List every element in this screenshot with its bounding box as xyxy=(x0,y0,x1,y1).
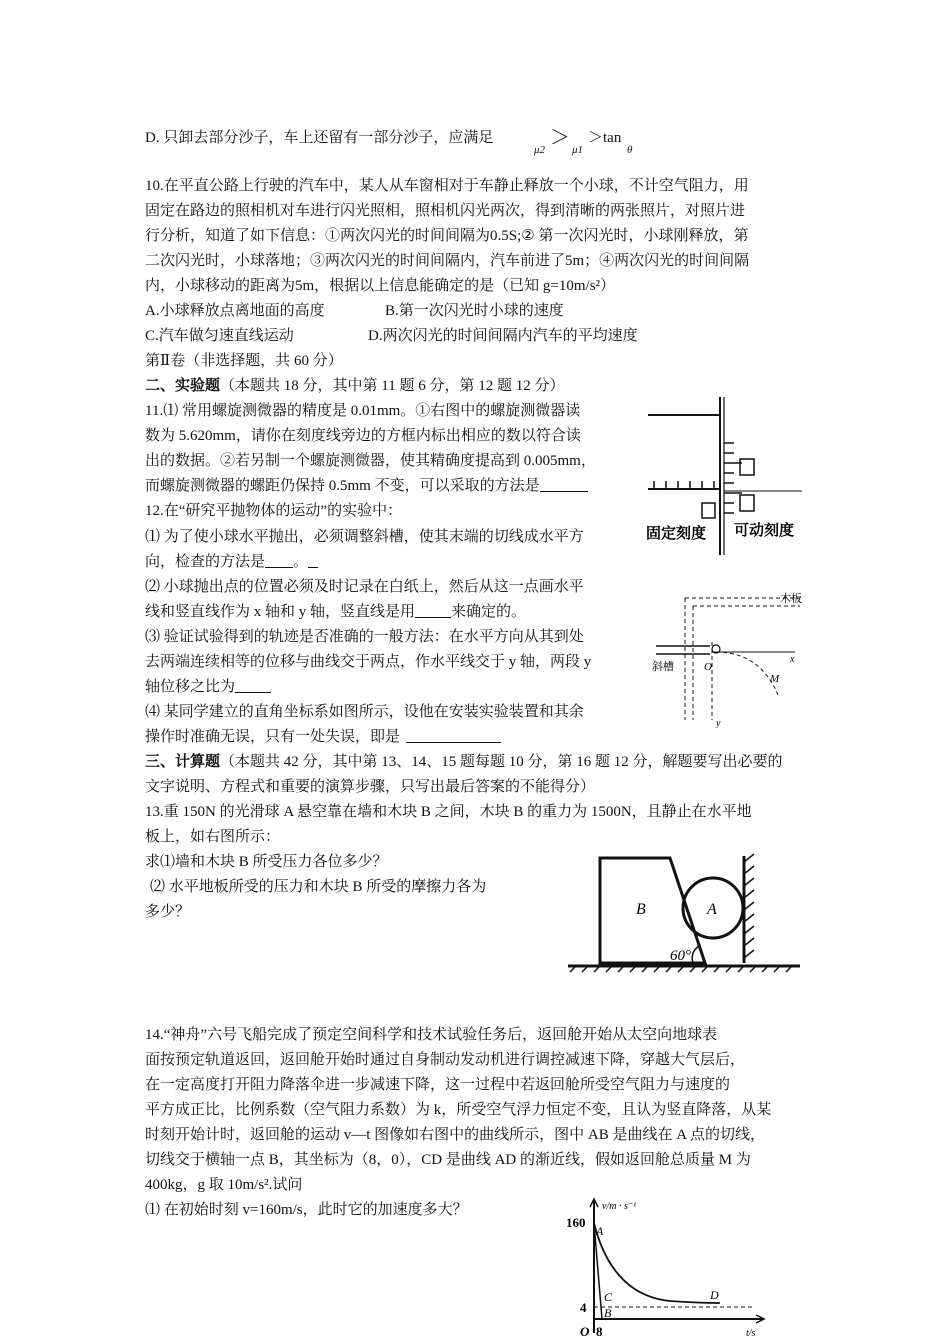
q13-line: 板上，如右图所示： xyxy=(145,829,281,845)
q12-p4-blank xyxy=(406,728,501,743)
point-d-label: D xyxy=(710,1288,719,1302)
section2-note: （本题共 18 分，其中第 11 题 6 分，第 12 题 12 分） xyxy=(220,378,565,394)
block-ball-figure xyxy=(560,848,805,998)
section3-title: 三、计算题 xyxy=(145,754,221,770)
q10-option-a: A.小球释放点离地面的高度 xyxy=(145,303,325,319)
q10-option-d: D.两次闪光的时间间隔内汽车的平均速度 xyxy=(368,328,638,344)
q10-line: 二次闪光时，小球落地；③两次闪光的时间间隔内，汽车前进了5m；④两次闪光的时间间隔 xyxy=(145,253,750,269)
ball-label: A xyxy=(707,901,717,918)
section2-heading xyxy=(145,376,564,396)
q13-line: ⑵ 水平地板所受的压力和木块 B 所受的摩擦力各为 xyxy=(150,879,487,895)
section2-title: 二、实验题 xyxy=(145,378,221,394)
micrometer-figure xyxy=(642,395,812,560)
q14-line: 14.“神舟”六号飞船完成了预定空间科学和技术试验任务后，返回舱开始从太空向地球表 xyxy=(145,1027,718,1043)
q12-p3a: ⑶ 验证试验得到的轨迹是否准确的一般方法：在水平方向从其到处 xyxy=(145,629,584,645)
q10-option-c: C.汽车做匀速直线运动 xyxy=(145,328,294,344)
option-d-line xyxy=(145,128,493,148)
q11-answer-blank xyxy=(540,477,588,492)
part2-heading: 第Ⅱ卷（非选择题，共 60 分） xyxy=(145,353,343,369)
chute-label: 斜槽 xyxy=(652,661,674,673)
mu1-symbol: μ1 xyxy=(572,144,584,156)
q11-line: 出的数据。②若另制一个螺旋测微器，使其精确度提高到 0.005mm， xyxy=(145,453,596,469)
q12-p3-blank xyxy=(235,678,271,693)
label-box-fixed xyxy=(702,503,715,518)
vt-y-label: v/m · s⁻¹ xyxy=(602,1201,637,1212)
q10-line: 行分析，知道了如下信息：①两次闪光的时间间隔为0.5S;② 第一次闪光时，小球刚释放，第 xyxy=(145,228,749,244)
x-axis-label: x xyxy=(790,654,795,665)
q10-option-b: B.第一次闪光时小球的速度 xyxy=(385,303,564,319)
q12-p2a: ⑵ 小球抛出点的位置必须及时记录在白纸上，然后从这一点画水平 xyxy=(145,579,584,595)
t-tick-label: 8 xyxy=(596,1324,603,1339)
point-b-label: B xyxy=(604,1306,612,1320)
q12-p1a: ⑴ 为了使小球水平抛出，必须调整斜槽，使其末端的切线成水平方 xyxy=(145,529,584,545)
angle-label: 60° xyxy=(670,948,691,964)
q12-p3b: 去两端连续相等的位移与曲线交于两点，作水平线交于 y 轴，两段 y xyxy=(145,654,592,670)
point-m-label: M xyxy=(770,673,780,685)
angle-arc xyxy=(692,946,699,963)
q10-line: 固定在路边的照相机对车进行闪光照相，照相机闪光两次，得到清晰的两张照片，对照片进 xyxy=(145,203,746,219)
q14-line: 400kg，g 取 10m/s².试问 xyxy=(145,1177,303,1193)
origin-label: O xyxy=(580,1324,590,1339)
q10-line: 10.在平直公路上行驶的汽车中，某人从车窗相对于车静止释放一个小球，不计空气阻力，用 xyxy=(145,178,749,194)
y-axis-label: y xyxy=(716,718,721,728)
theta-symbol: θ xyxy=(627,144,633,156)
q11-line: 11.⑴ 常用螺旋测微器的精度是 0.01mm。①右图中的螺旋测微器读 xyxy=(145,403,581,419)
q12-p4a: ⑷ 某同学建立的直角坐标系如图所示，设他在安装实验装置和其余 xyxy=(145,704,584,720)
block-label: B xyxy=(636,901,646,918)
q10-line: 内，小球移动的距离为5m，根据以上信息能确定的是（已知 g=10m/s²） xyxy=(145,278,616,294)
q14-part1: ⑴ 在初始时刻 v=160m/s，此时它的加速度多大？ xyxy=(145,1202,468,1218)
q14-line: 时刻开始计时，返回舱的运动 v—t 图像如右图中的曲线所示，图中 AB 是曲线在 A 点的切线， xyxy=(145,1127,766,1143)
q12-p1-blank xyxy=(265,553,293,568)
q12-p3c-line: 轴位移之比为 xyxy=(145,677,271,697)
section3-note-cont: 文字说明、方程式和重要的演算步骤，只写出最后答案的不能得分） xyxy=(145,779,596,795)
greater-tan-symbol: ＞tan xyxy=(588,130,622,146)
point-a-label: A xyxy=(596,1224,604,1238)
q12-p1b-line: 向，检查的方法是 。 xyxy=(145,552,318,572)
q13-line: 13.重 150N 的光滑球 A 悬空靠在墙和木块 B 之间，木块 B 的重力为 1500N，且静止在水平地 xyxy=(145,804,752,820)
q11-line: 数为 5.620mm，请你在刻度线旁边的方框内标出相应的数以符合读 xyxy=(145,428,581,444)
point-c-label: C xyxy=(604,1290,613,1304)
vt-x-label: t/s xyxy=(746,1328,756,1339)
q14-line: 平方成正比，比例系数（空气阻力系数）为 k，所受空气浮力恒定不变，且认为竖直降落，从某 xyxy=(145,1102,772,1118)
q12-title: 12.在“研究平抛物体的运动”的实验中： xyxy=(145,503,403,519)
trajectory-curve xyxy=(716,652,778,695)
q11-line-last: 而螺旋测微器的螺距仍保持 0.5mm 不变，可以采取的方法是 xyxy=(145,476,588,496)
origin-label: O xyxy=(704,661,712,673)
label-box-lower xyxy=(740,495,754,511)
q12-p2-blank xyxy=(415,603,451,618)
fixed-scale-label: 固定刻度 xyxy=(646,526,707,542)
v0-tick-label: 160 xyxy=(566,1215,586,1230)
mu2-symbol: μ2 xyxy=(534,144,546,156)
v1-tick-label: 4 xyxy=(580,1300,587,1315)
board-label: 木板 xyxy=(780,593,802,605)
greater-than-symbol: ＞ xyxy=(550,127,570,149)
movable-scale-label: 可动刻度 xyxy=(734,523,795,539)
label-box-upper xyxy=(740,459,754,475)
q14-line: 切线交于横轴一点 B，其坐标为（8，0），CD 是曲线 AD 的渐近线，假如返回舱总质量 M 为 xyxy=(145,1152,751,1168)
q12-p2b-line: 线和竖直线作为 x 轴和 y 轴，竖直线是用 来确定的。 xyxy=(145,604,527,620)
section3-heading xyxy=(145,752,783,772)
q14-line: 在一定高度打开阻力降落伞进一步减速下降，这一过程中若返回舱所受空气阻力与速度的 xyxy=(145,1077,731,1093)
fixed-scale-ticks xyxy=(654,481,714,489)
q14-line: 面按预定轨道返回，返回舱开始时通过自身制动发动机进行调控减速下降，穿越大气层后， xyxy=(145,1052,746,1068)
vt-graph xyxy=(560,1195,775,1343)
option-d-text: D. 只卸去部分沙子，车上还留有一部分沙子，应满足 xyxy=(145,130,494,146)
section3-note: （本题共 42 分，其中第 13、14、15 题每题 10 分，第 16 题 12 分，解题要写出必要的 xyxy=(220,754,783,770)
q13-line: 求⑴墙和木块 B 所受压力各位多少？ xyxy=(145,854,388,870)
trajectory-figure xyxy=(650,590,810,728)
q13-line: 多少？ xyxy=(145,904,191,920)
q12-p4b-line: 操作时准确无误，只有一处失误，即是 xyxy=(145,727,501,747)
vt-curve xyxy=(594,1223,720,1303)
